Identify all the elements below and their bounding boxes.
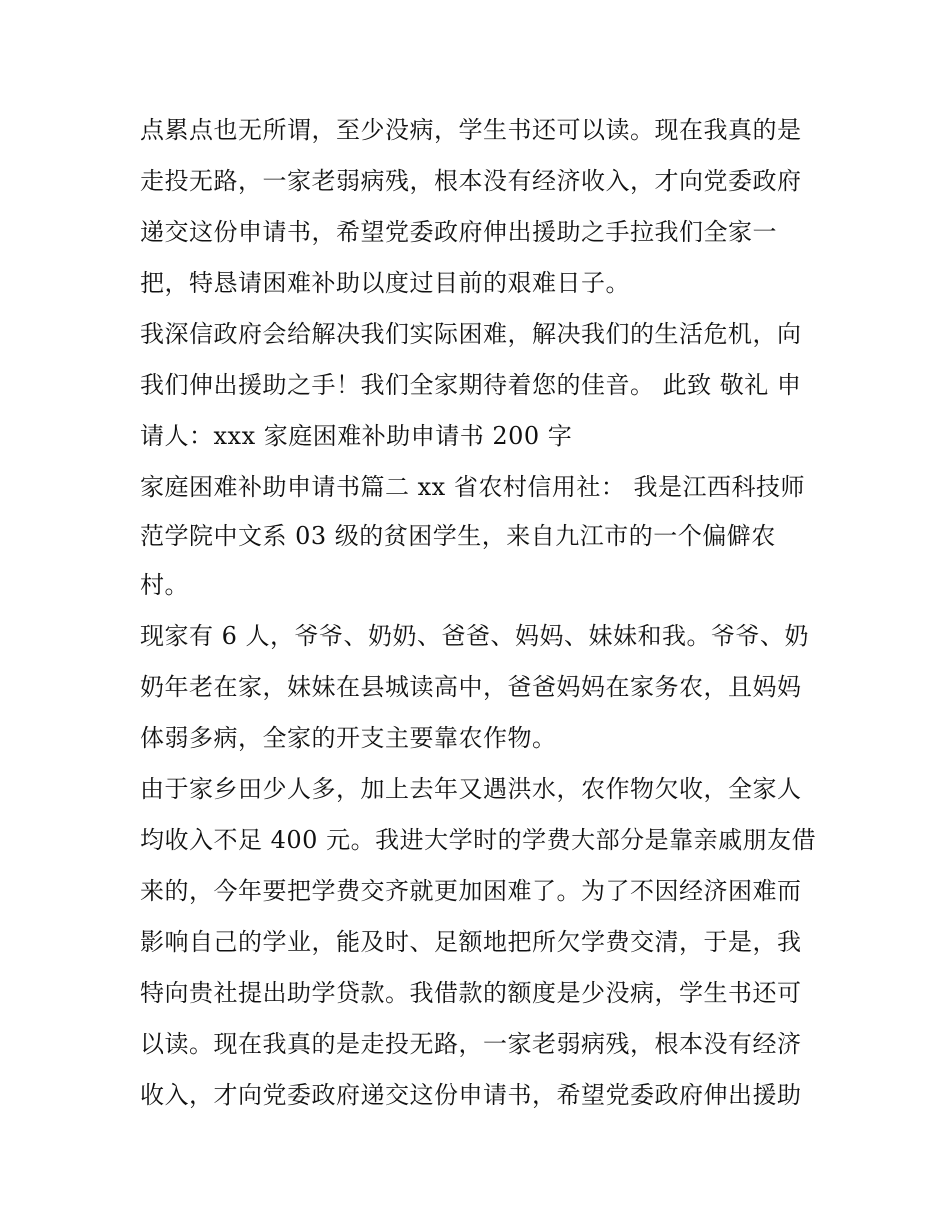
text-line: 递交这份申请书，希望党委政府伸出援助之手拉我们全家一 [140,218,777,246]
text-line: 奶年老在家，妹妹在县城读高中，爸爸妈妈在家务农，且妈妈 [140,673,802,701]
text-line: 把，特恳请困难补助以度过目前的艰难日子。 [140,269,630,297]
text-line: 走投无路，一家老弱病残，根本没有经济收入，才向党委政府 [140,167,802,195]
text-line: 我们伸出援助之手！我们全家期待着您的佳音。 此致 敬礼 申 [140,371,802,399]
text-line: 点累点也无所谓，至少没病，学生书还可以读。现在我真的是 [140,116,802,144]
text-line: 均收入不足 400 元。我进大学时的学费大部分是靠亲戚朋友借 [140,826,817,854]
text-line: 收入，才向党委政府递交这份申请书，希望党委政府伸出援助 [140,1081,802,1109]
text-line: 范学院中文系 03 级的贫困学生，来自九江市的一个偏僻农 [140,522,776,550]
text-line: 我深信政府会给解决我们实际困难，解决我们的生活危机，向 [140,320,802,348]
text-line: 来的，今年要把学费交齐就更加困难了。为了不因经济困难而 [140,877,802,905]
text-line: 影响自己的学业，能及时、足额地把所欠学费交清，于是，我 [140,928,802,956]
text-line: 特向贵社提出助学贷款。我借款的额度是少没病，学生书还可 [140,979,802,1007]
text-line: 村。 [140,571,189,599]
text-line: 家庭困难补助申请书篇二 xx 省农村信用社： 我是江西科技师 [140,473,805,501]
text-line: 由于家乡田少人多，加上去年又遇洪水，农作物欠收，全家人 [140,775,802,803]
text-line: 现家有 6 人，爷爷、奶奶、爸爸、妈妈、妹妹和我。爷爷、奶 [140,622,810,650]
text-line: 体弱多病，全家的开支主要靠农作物。 [140,724,557,752]
text-line: 以读。现在我真的是走投无路，一家老弱病残，根本没有经济 [140,1030,802,1058]
text-line: 请人：xxx 家庭困难补助申请书 200 字 [140,422,573,450]
